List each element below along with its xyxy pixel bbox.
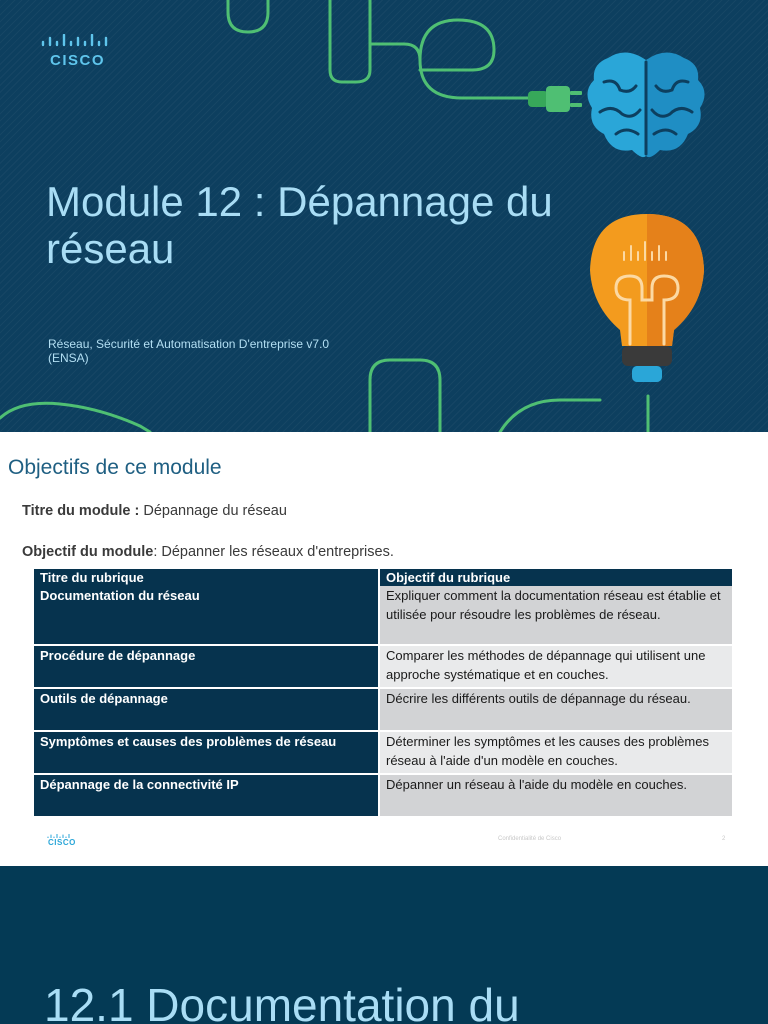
module-objective-line <box>22 544 394 560</box>
objective-cell: Déterminer les symptômes et les causes des problèmes réseau à l'aide d'un modèle en couches. <box>379 731 733 774</box>
table-row <box>34 586 733 645</box>
objective-cell: Expliquer comment la documentation réseau est établie et utilisée pour résoudre les problèmes de réseau. <box>379 586 733 645</box>
cisco-logo <box>40 34 110 70</box>
objective-cell: Décrire les différents outils de dépannage du réseau. <box>379 688 733 731</box>
objective-cell: Comparer les méthodes de dépannage qui utilisent une approche systématique et en couches. <box>379 645 733 688</box>
lightbulb-icon <box>590 214 704 382</box>
topic-cell: Documentation du réseau <box>34 586 379 645</box>
cisco-wordmark: CISCO <box>50 52 106 69</box>
module-title-label: Titre du module : <box>22 503 140 519</box>
column-header-objective: Objectif du rubrique <box>379 569 733 586</box>
table-row <box>34 774 733 817</box>
title-slide <box>0 0 768 432</box>
topic-cell: Procédure de dépannage <box>34 645 379 688</box>
topic-cell: Outils de dépannage <box>34 688 379 731</box>
module-objective-value: : Dépanner les réseaux d'entreprises. <box>153 544 394 560</box>
section-title: 12.1 Documentation du <box>44 979 520 1024</box>
column-header-topic: Titre du rubrique <box>34 569 379 586</box>
footer-cisco-wordmark: CISCO <box>48 838 76 847</box>
cisco-bars-icon <box>40 34 110 48</box>
footer-confidentiality: Confidentialité de Cisco <box>498 836 562 842</box>
topic-cell: Symptômes et causes des problèmes de réseau <box>34 731 379 774</box>
brain-icon <box>587 52 704 157</box>
footer-page-number: 2 <box>722 836 726 842</box>
plug-icon <box>528 86 582 112</box>
table-row <box>34 688 733 731</box>
objective-cell: Dépanner un réseau à l'aide du modèle en couches. <box>379 774 733 817</box>
module-objective-label: Objectif du module <box>22 544 154 560</box>
topics-table <box>34 569 734 818</box>
slide-subtitle: Réseau, Sécurité et Automatisation D'entreprise v7.0 (ENSA) <box>48 337 330 365</box>
table-row <box>34 645 733 688</box>
topic-cell: Dépannage de la connectivité IP <box>34 774 379 817</box>
objectives-title: Objectifs de ce module <box>8 456 222 479</box>
section-slide <box>0 866 768 1024</box>
table-header-row <box>34 569 733 586</box>
slide-title: Module 12 : Dépannage du réseau <box>46 178 553 272</box>
footer-cisco-logo <box>46 834 76 848</box>
module-title-value: Dépannage du réseau <box>143 503 287 519</box>
table-row <box>34 731 733 774</box>
module-title-line <box>22 503 287 519</box>
